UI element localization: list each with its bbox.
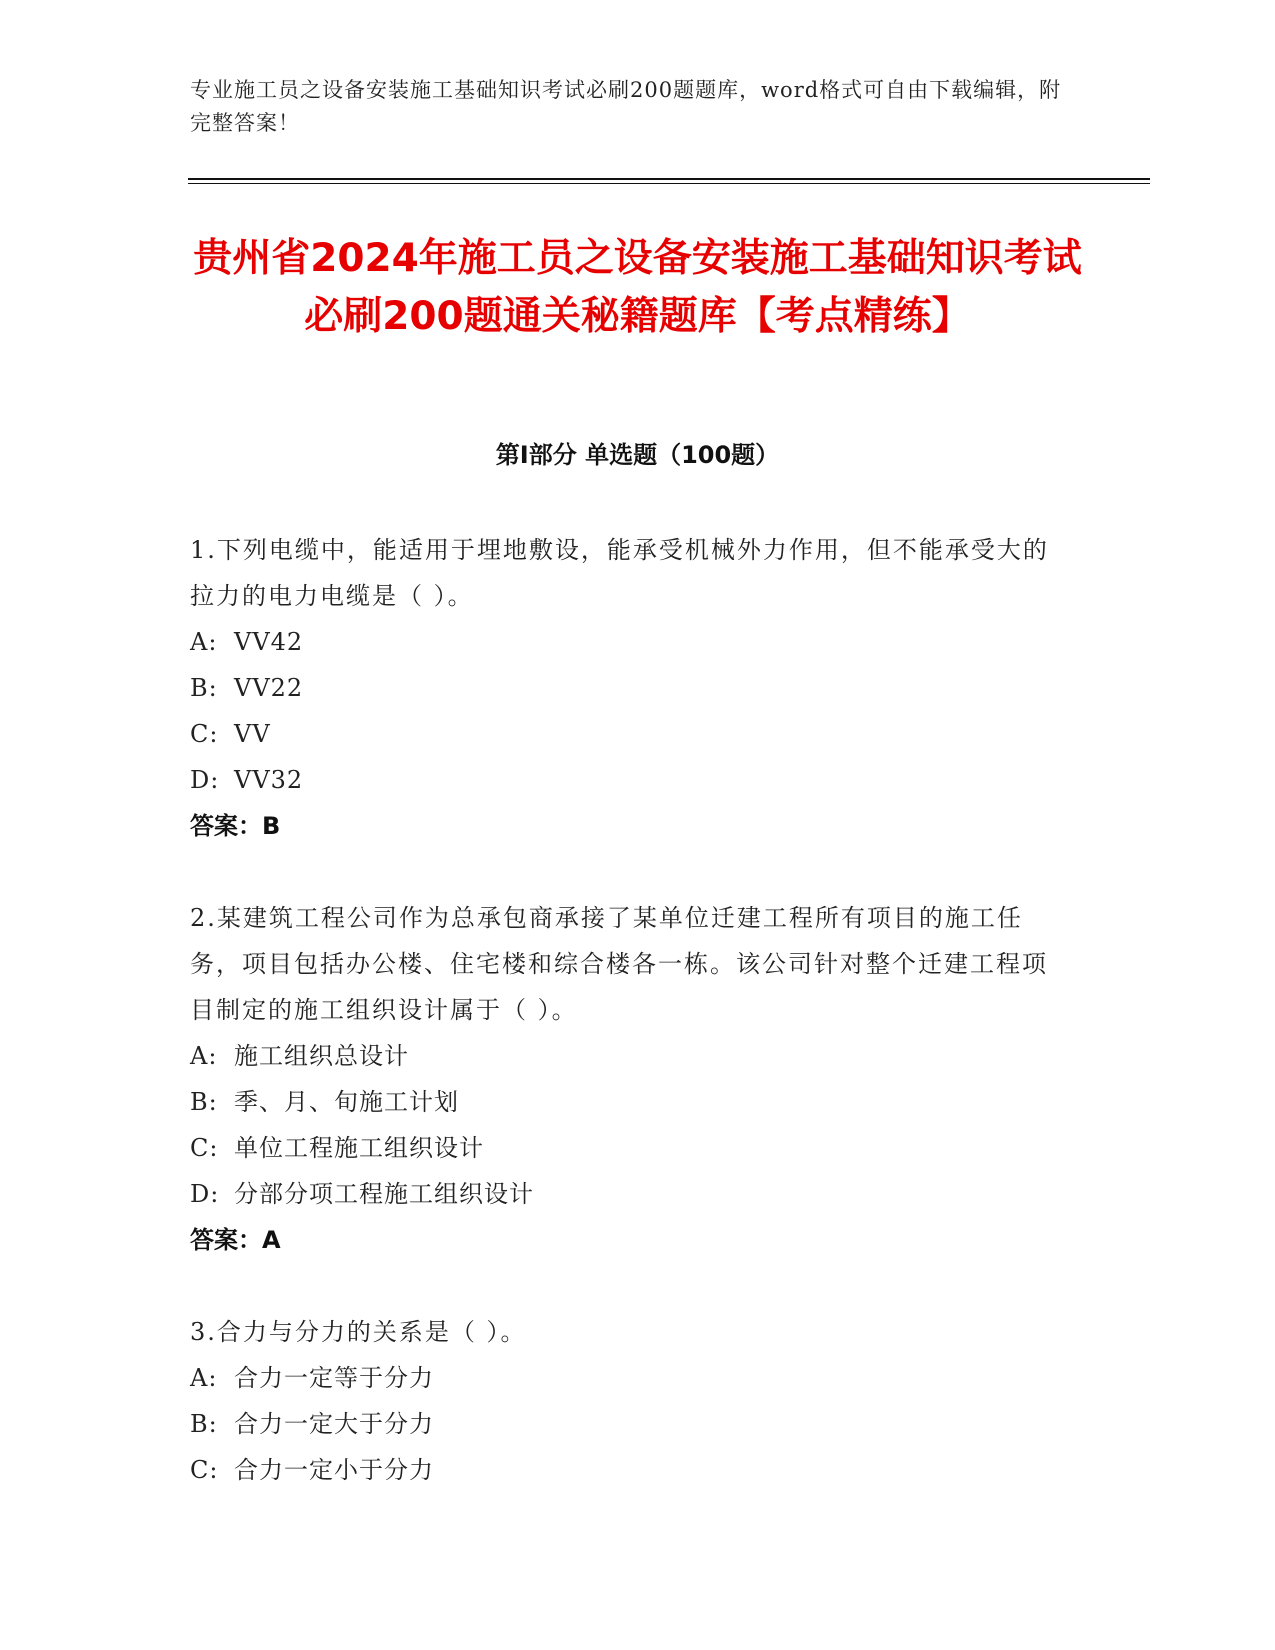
option-text: 合力一定等于分力 [234,1364,434,1392]
option-letter: B: [190,1088,218,1116]
question-item [190,895,1070,1263]
option-letter: A: [190,1042,218,1070]
option-text: 合力一定小于分力 [234,1456,434,1484]
option-d [190,757,1070,803]
option-text: 单位工程施工组织设计 [234,1134,484,1162]
option-letter: C: [190,1456,219,1484]
option-d [190,1171,1070,1217]
option-letter: C: [190,1134,219,1162]
option-c [190,1447,1070,1493]
question-stem: 3.合力与分力的关系是（ ）。 [190,1318,527,1346]
option-letter: B: [190,674,218,702]
option-text: 分部分项工程施工组织设计 [234,1180,534,1208]
option-a [190,1033,1070,1079]
question-stem: 2.某建筑工程公司作为总承包商承接了某单位迁建工程所有项目的施工任务，项目包括办公楼、住宅楼和综合楼各一栋。该公司针对整个迁建工程项目制定的施工组织设计属于（ ）。 [190,904,1048,1024]
option-b [190,1079,1070,1125]
option-letter: A: [190,1364,218,1392]
document-title: 贵州省2024年施工员之设备安装施工基础知识考试必刷200题通关秘籍题库【考点精练】 [193,236,1082,339]
option-letter: D: [190,766,220,794]
option-letter: D: [190,1180,220,1208]
option-text: VV22 [234,674,304,702]
option-text: VV42 [234,628,304,656]
option-text: 合力一定大于分力 [234,1410,434,1438]
question-item [190,1309,1070,1493]
question-stem: 1.下列电缆中，能适用于埋地敷设，能承受机械外力作用，但不能承受大的拉力的电力电缆是（ ）。 [190,536,1049,610]
section-title: 第Ⅰ部分 单选题（100题） [495,441,780,469]
header-divider-thick [188,178,1150,180]
option-a [190,619,1070,665]
option-b [190,1401,1070,1447]
question-list [190,527,1070,1539]
option-text: 施工组织总设计 [234,1042,409,1070]
option-letter: C: [190,720,219,748]
header-divider-thin [188,183,1150,184]
option-a [190,1355,1070,1401]
option-text: VV [234,720,271,748]
option-text: VV32 [234,766,304,794]
option-c [190,711,1070,757]
option-b [190,665,1070,711]
answer-label: 答案：A [190,1226,281,1254]
option-letter: A: [190,628,218,656]
question-item [190,527,1070,849]
option-letter: B: [190,1410,218,1438]
option-text: 季、月、旬施工计划 [234,1088,459,1116]
option-c [190,1125,1070,1171]
header-note: 专业施工员之设备安装施工基础知识考试必刷200题题库，word格式可自由下载编辑，附完整答案！ [190,78,1062,135]
answer-label: 答案：B [190,812,281,840]
